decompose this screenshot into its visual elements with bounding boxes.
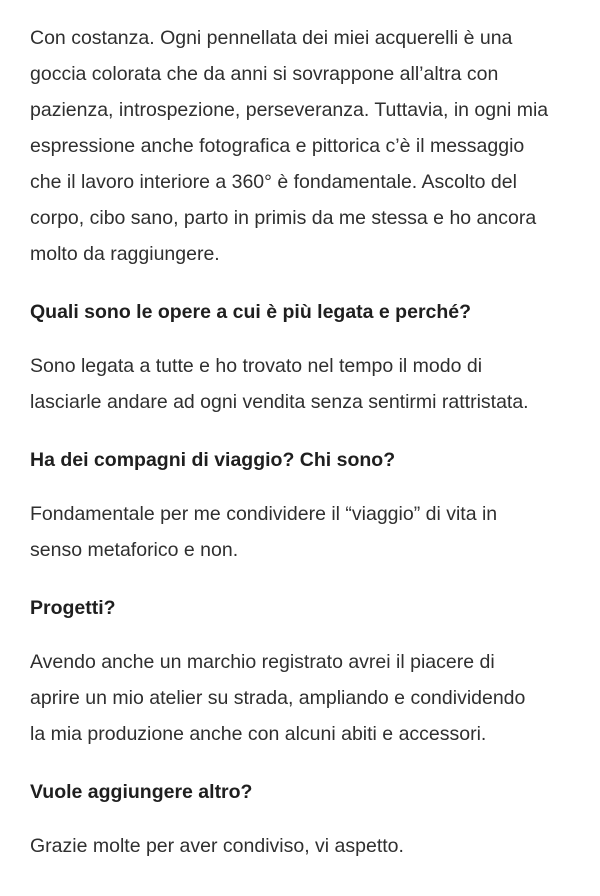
paragraph-line: lasciarle andare ad ogni vendita senza sentirmi rattristata. (30, 391, 529, 413)
paragraph-line: goccia colorata che da anni si sovrappone all’altra con (30, 63, 499, 85)
paragraph-line: Grazie molte per aver condiviso, vi aspetto. (30, 835, 404, 857)
paragraph-line: Sono legata a tutte e ho trovato nel tempo il modo di (30, 355, 483, 377)
paragraph-line: che il lavoro interiore a 360° è fondamentale. Ascolto del (30, 171, 517, 193)
paragraph-line: senso metaforico e non. (30, 539, 239, 561)
paragraph-line: Con costanza. Ogni pennellata dei miei acquerelli è una (30, 27, 513, 49)
interview-answer (30, 828, 574, 864)
interview-question: Quali sono le opere a cui è più legata e perché? (30, 301, 472, 323)
paragraph-line: pazienza, introspezione, perseveranza. Tuttavia, in ogni mia (30, 99, 549, 121)
paragraph-line: Fondamentale per me condividere il “viaggio” di vita in (30, 503, 498, 525)
interview-answer (30, 496, 574, 568)
interview-question: Vuole aggiungere altro? (30, 781, 253, 803)
paragraph-line: aprire un mio atelier su strada, ampliando e condividendo (30, 687, 526, 709)
interview-question: Progetti? (30, 597, 116, 619)
intro-paragraph (30, 20, 574, 272)
paragraph-line: corpo, cibo sano, parto in primis da me stessa e ho ancora (30, 207, 537, 229)
interview-answer (30, 644, 574, 752)
paragraph-line: espressione anche fotografica e pittorica c’è il messaggio (30, 135, 525, 157)
interview-answer (30, 348, 574, 420)
paragraph-line: molto da raggiungere. (30, 243, 220, 265)
paragraph-line: la mia produzione anche con alcuni abiti e accessori. (30, 723, 487, 745)
interview-question: Ha dei compagni di viaggio? Chi sono? (30, 449, 396, 471)
paragraph-line: Avendo anche un marchio registrato avrei il piacere di (30, 651, 495, 673)
